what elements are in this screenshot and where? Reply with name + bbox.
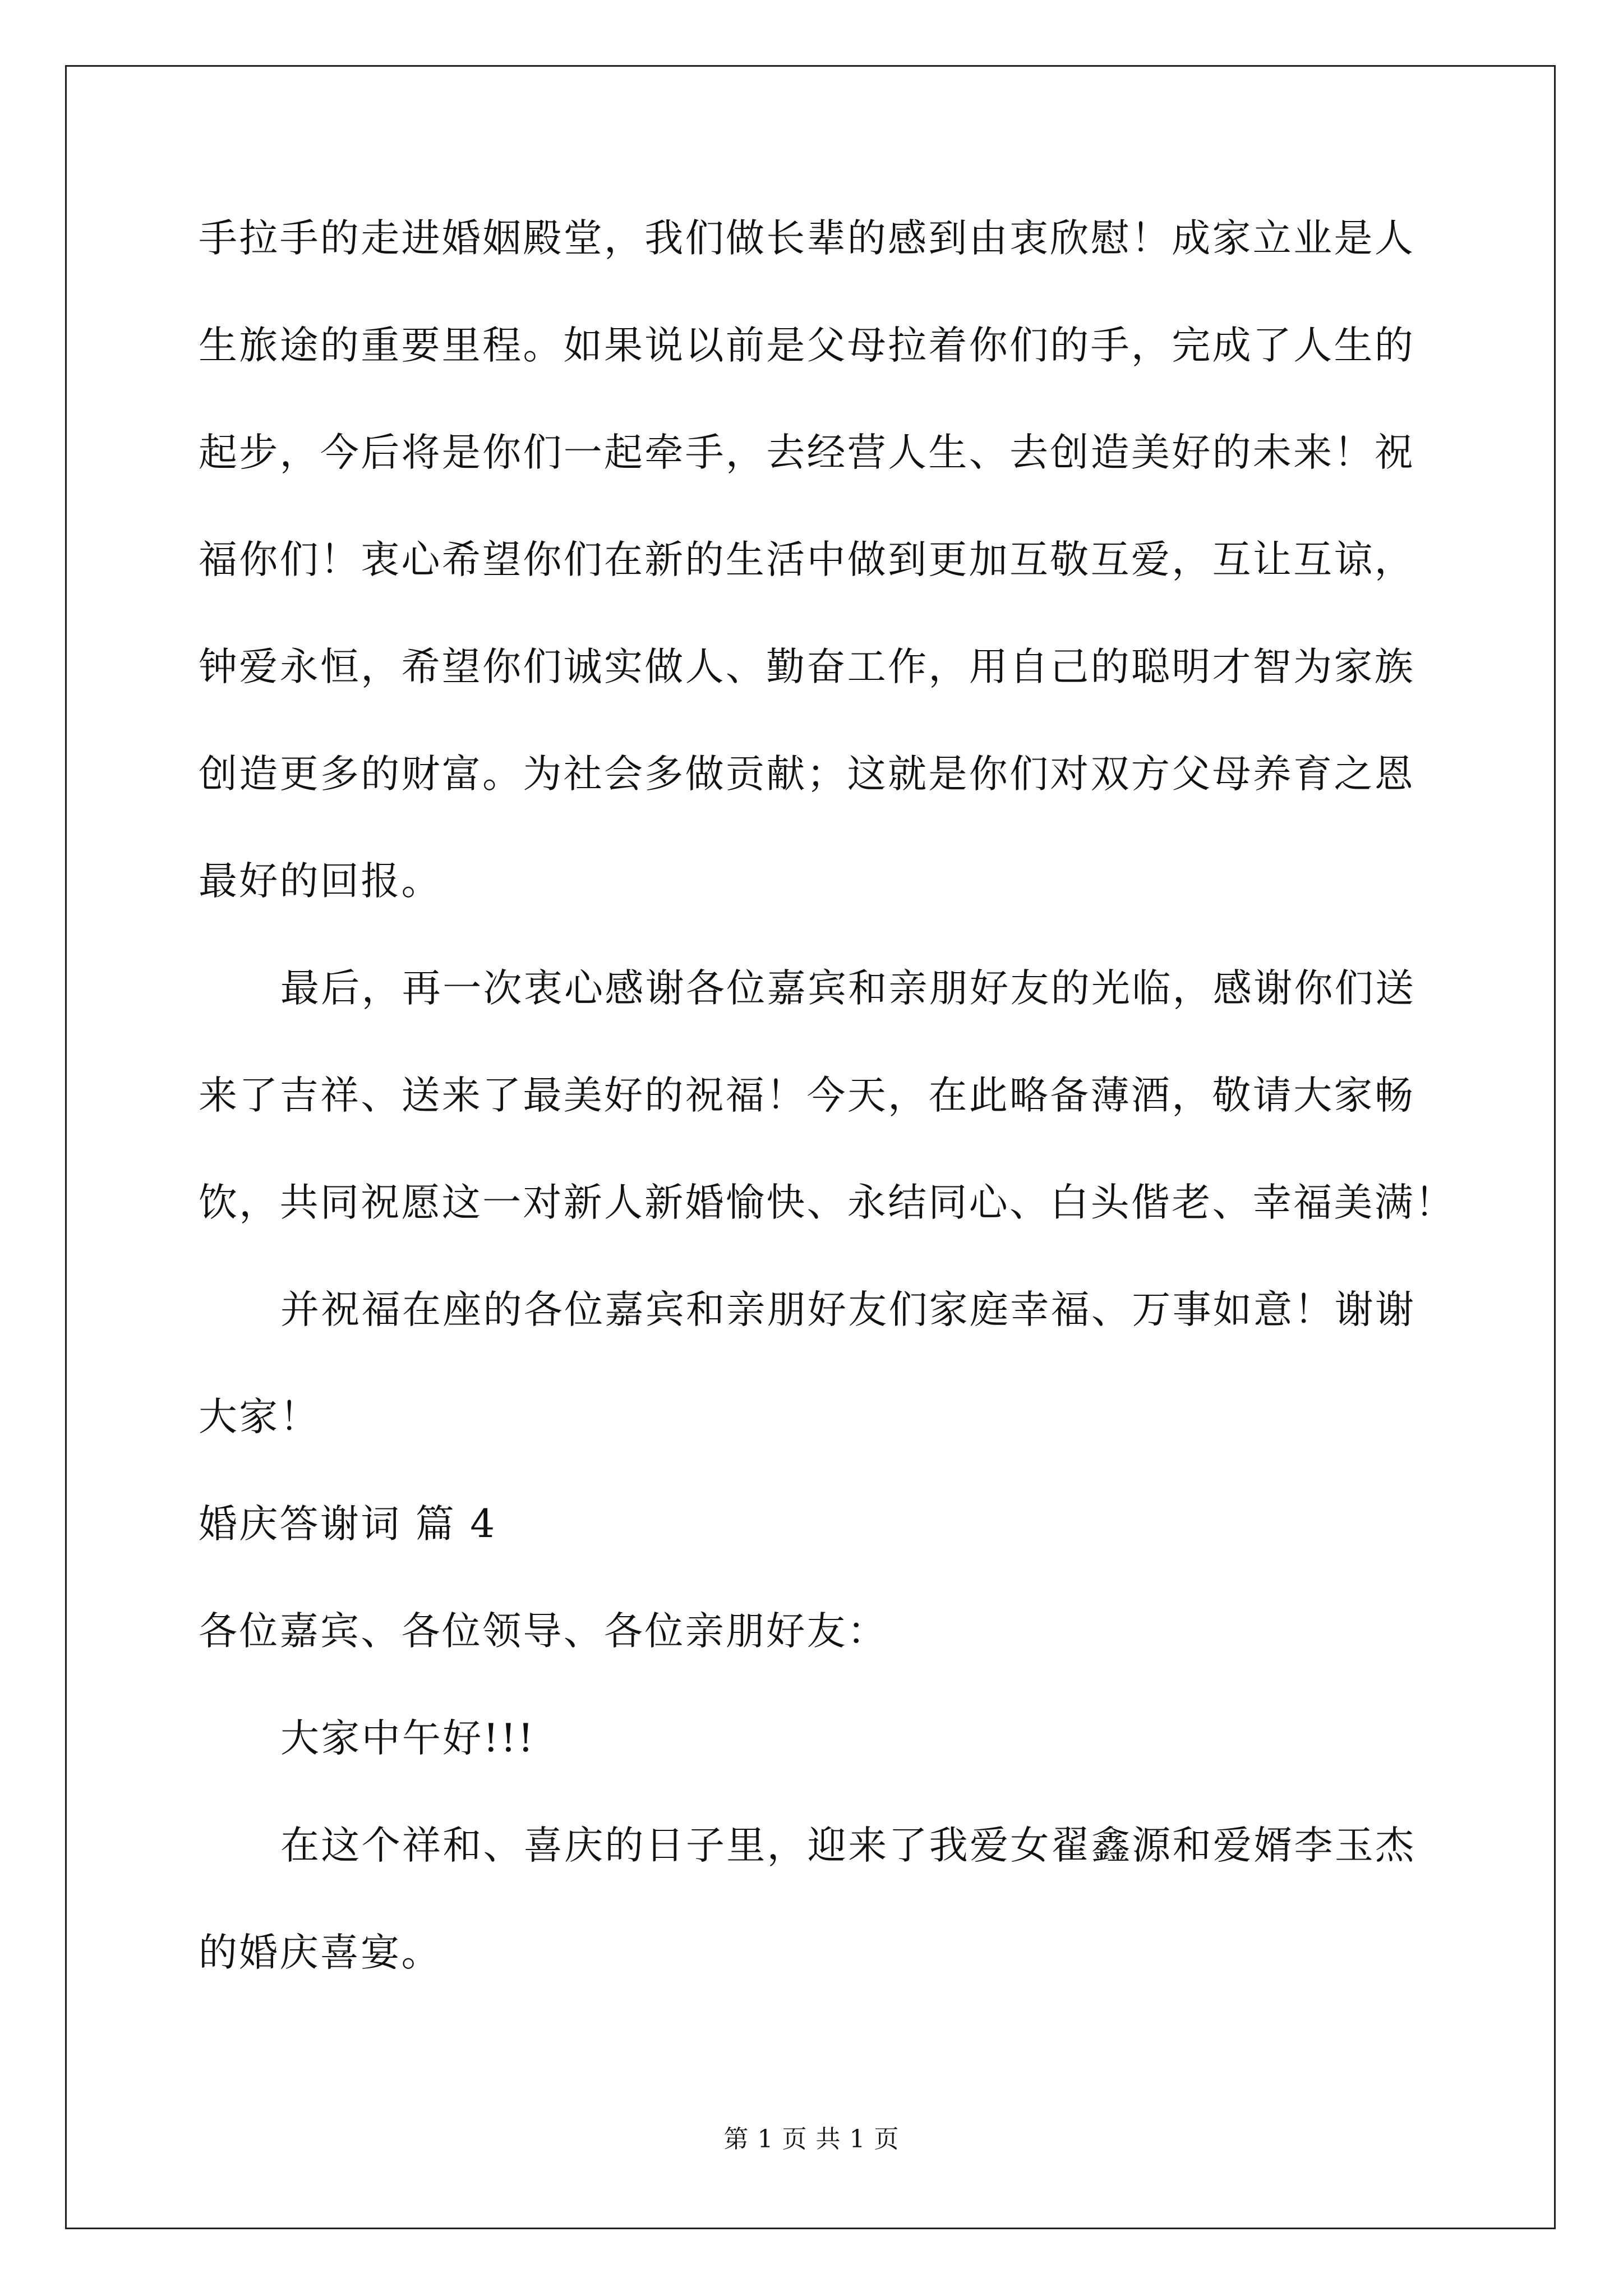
section-heading: 婚庆答谢词 篇 4 [199,1502,497,1547]
text-line-3: 起步，今后将是你们一起牵手，去经营人生、去创造美好的未来！祝 [199,430,1415,475]
text-line-16: 在这个祥和、喜庆的日子里，迎来了我爱女翟鑫源和爱婿李玉杰 [280,1823,1416,1868]
text-line-9: 来了吉祥、送来了最美好的祝福！今天，在此略备薄酒，敬请大家畅 [199,1073,1415,1118]
text-line-10: 饮，共同祝愿这一对新人新婚愉快、永结同心、白头偕老、幸福美满！ [199,1180,1456,1225]
text-line-7: 最好的回报。 [199,859,442,904]
document-body [199,205,1456,2026]
text-line-1: 手拉手的走进婚姻殿堂，我们做长辈的感到由衷欣慰！成家立业是人 [199,216,1415,261]
text-line-6: 创造更多的财富。为社会多做贡献；这就是你们对双方父母养育之恩 [199,752,1415,797]
text-line-12: 大家！ [199,1395,320,1439]
page-footer: 第 1 页 共 1 页 [723,2125,900,2154]
text-line-2: 生旅途的重要里程。如果说以前是父母拉着你们的手，完成了人生的 [199,323,1415,368]
text-line-17: 的婚庆喜宴。 [199,1930,442,1975]
salutation: 各位嘉宾、各位领导、各位亲朋好友： [199,1609,888,1654]
text-line-4: 福你们！衷心希望你们在新的生活中做到更加互敬互爱，互让互谅， [199,537,1415,582]
greeting-line: 大家中午好!!! [280,1716,536,1761]
text-line-5: 钟爱永恒，希望你们诚实做人、勤奋工作，用自己的聪明才智为家族 [199,645,1415,689]
text-line-8: 最后，再一次衷心感谢各位嘉宾和亲朋好友的光临，感谢你们送 [280,966,1416,1011]
text-line-11: 并祝福在座的各位嘉宾和亲朋好友们家庭幸福、万事如意！谢谢 [280,1287,1416,1332]
